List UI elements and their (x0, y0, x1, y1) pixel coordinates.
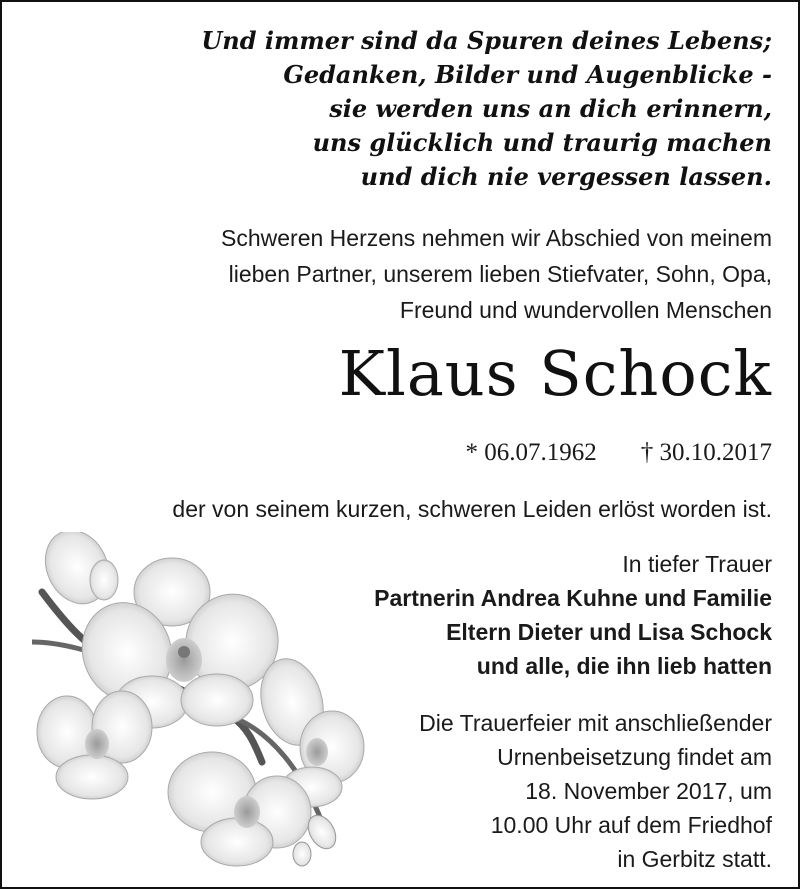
mourner-line: Eltern Dieter und Lisa Schock (446, 619, 772, 645)
ceremony-line: 10.00 Uhr auf dem Friedhof (490, 812, 772, 838)
ceremony-line: Die Trauerfeier mit anschließender (419, 710, 772, 736)
release-statement: der von seinem kurzen, schweren Leiden erlöst worden ist. (172, 496, 772, 522)
intro-line: lieben Partner, unserem lieben Stiefvater, Sohn, Opa, (228, 261, 772, 287)
intro-line: Schweren Herzens nehmen wir Abschied von meinem (221, 225, 772, 251)
farewell-intro (221, 220, 772, 328)
poem-line: und dich nie vergessen lassen. (360, 162, 772, 191)
memorial-poem (201, 24, 772, 194)
ceremony-line: Urnenbeisetzung findet am (497, 744, 772, 770)
intro-line: Freund und wundervollen Menschen (399, 297, 772, 323)
poem-line: sie werden uns an dich erinnern, (329, 94, 772, 123)
ceremony-line: in Gerbitz statt. (617, 846, 772, 872)
orchid-flower-icon (32, 532, 372, 872)
ceremony-details (419, 706, 772, 876)
ceremony-line: 18. November 2017, um (525, 778, 772, 804)
mourners-block (374, 547, 772, 683)
poem-line: uns glücklich und traurig machen (312, 128, 772, 157)
mourner-line: und alle, die ihn lieb hatten (476, 653, 772, 679)
poem-line: Und immer sind da Spuren deines Lebens; (201, 26, 772, 55)
mourner-line: Partnerin Andrea Kuhne und Familie (374, 585, 772, 611)
deceased-name: Klaus Schock (338, 337, 772, 410)
death-date: † 30.10.2017 (640, 439, 772, 466)
birth-date: * 06.07.1962 (465, 439, 597, 466)
life-dates (466, 436, 773, 470)
poem-line: Gedanken, Bilder und Augenblicke - (283, 60, 772, 89)
mourning-intro: In tiefer Trauer (622, 551, 772, 577)
